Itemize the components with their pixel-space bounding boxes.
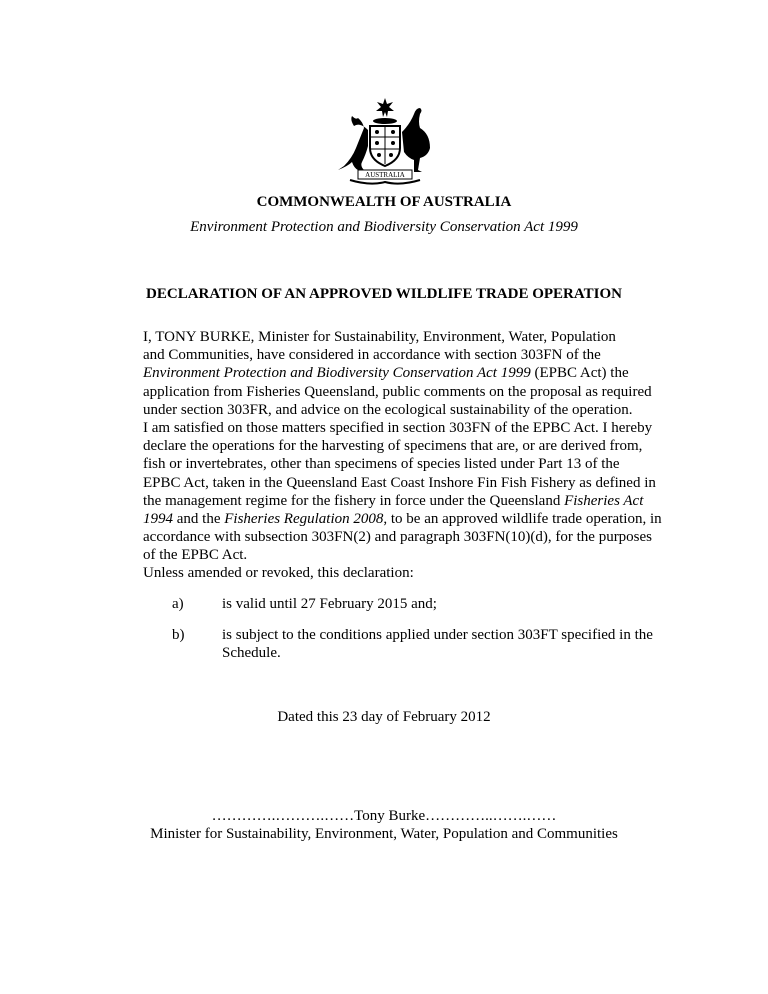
paragraph-line: of the EPBC Act. — [143, 547, 248, 564]
act-name-italic: Fisheries Act — [564, 492, 644, 509]
declaration-title: DECLARATION OF AN APPROVED WILDLIFE TRADE OPERATION — [146, 286, 622, 302]
paragraph-line — [143, 364, 663, 382]
signatory-title: Minister for Sustainability, Environment, Water, Population and Communities — [150, 826, 618, 842]
paragraph-line: I, TONY BURKE, Minister for Sustainability, Environment, Water, Population — [143, 329, 616, 345]
condition-text: is valid until 27 February 2015 and; — [222, 596, 437, 612]
paragraph-text: (EPBC Act) the — [530, 365, 629, 382]
condition-label: a) — [172, 596, 184, 612]
crest-banner-text: AUSTRALIA — [365, 171, 405, 179]
paragraph-line — [143, 492, 663, 510]
paragraph-line: I am satisfied on those matters specified in section 303FN of the EPBC Act. I hereby — [143, 420, 653, 437]
dated-line: Dated this 23 day of February 2012 — [277, 709, 491, 725]
condition-label: b) — [172, 627, 185, 643]
paragraph-line: fish or invertebrates, other than specimens of species listed under Part 13 of the — [143, 456, 620, 473]
declaration-paragraph — [143, 328, 663, 565]
paragraph-line: under section 303FR, and advice on the ecological sustainability of the operation. — [143, 401, 633, 418]
unless-statement: Unless amended or revoked, this declaration: — [143, 565, 414, 581]
paragraph-line: accordance with subsection 303FN(2) and paragraph 303FN(10)(d), for the purposes — [143, 529, 653, 546]
paragraph-text: , to be an approved wildlife trade operation, in — [383, 511, 662, 528]
paragraph-line: EPBC Act, taken in the Queensland East Coast Inshore Fin Fish Fishery as defined in — [143, 474, 656, 491]
act-subheading: Environment Protection and Biodiversity Conservation Act 1999 — [190, 219, 578, 235]
commonwealth-heading: COMMONWEALTH OF AUSTRALIA — [256, 194, 512, 210]
act-name-italic: 1994 — [143, 511, 173, 528]
coat-of-arms-emblem — [330, 96, 440, 188]
paragraph-text: and the — [173, 511, 225, 528]
paragraph-line: declare the operations for the harvesting of specimens that are, or are derived from, — [143, 438, 643, 455]
regulation-name-italic: Fisheries Regulation 2008 — [224, 511, 384, 528]
paragraph-line: application from Fisheries Queensland, public comments on the proposal as required — [143, 383, 652, 400]
condition-text: is subject to the conditions applied under section 303FT specified in the Schedule. — [222, 627, 653, 661]
paragraph-line: and Communities, have considered in accordance with section 303FN of the — [143, 347, 601, 364]
paragraph-line — [143, 510, 663, 528]
signature-line: ………….……….……Tony Burke…………..…….…… — [211, 808, 557, 824]
act-name-italic: Environment Protection and Biodiversity Conservation Act 1999 — [143, 365, 531, 382]
paragraph-text: the management regime for the fishery in force under the Queensland — [143, 492, 565, 509]
